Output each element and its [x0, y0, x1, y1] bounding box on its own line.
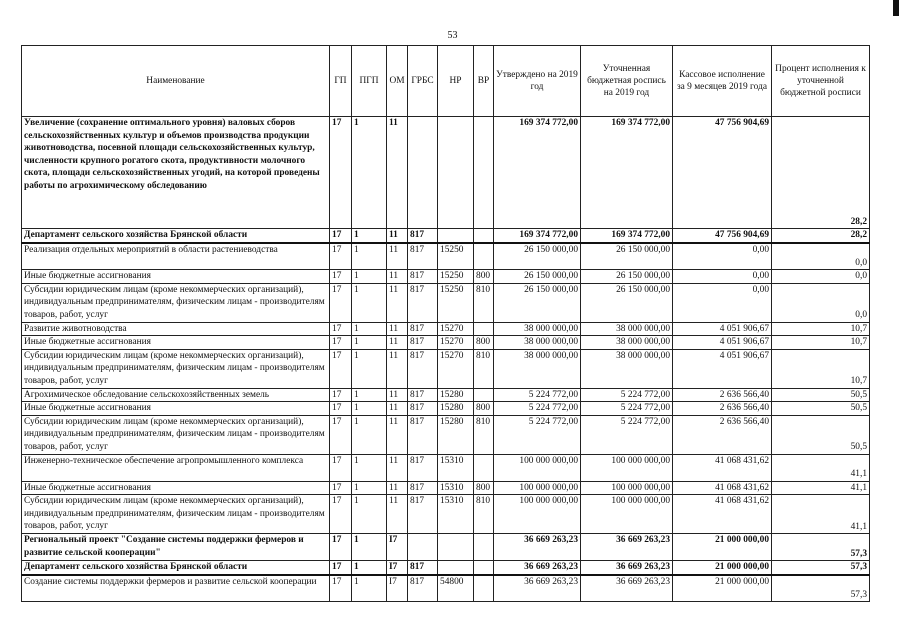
cell-percent: 10,7: [772, 349, 870, 388]
cell-cash: 41 068 431,62: [673, 495, 772, 534]
cell-percent: 0,0: [772, 283, 870, 322]
cell-refined: 100 000 000,00: [581, 454, 673, 481]
cell-pgp: 1: [352, 402, 387, 416]
cell-vr: [474, 243, 494, 270]
cell-pgp: 1: [352, 575, 387, 602]
cell-pgp: 1: [352, 117, 387, 229]
cell-grbs: 817: [408, 415, 438, 454]
cell-vr: [474, 229, 494, 243]
cell-approved: 36 669 263,23: [494, 575, 581, 602]
cell-percent: 28,2: [772, 117, 870, 229]
cell-gp: 17: [330, 534, 352, 561]
cell-nr: [438, 229, 474, 243]
cell-pgp: 1: [352, 349, 387, 388]
col-header-percent: Процент исполнения к уточненной бюджетной росписи: [772, 46, 870, 117]
table-row: [22, 534, 870, 561]
cell-cash: 41 068 431,62: [673, 454, 772, 481]
cell-nr: 15250: [438, 243, 474, 270]
col-header-pgp: ПГП: [352, 46, 387, 117]
cell-om: 11: [387, 117, 408, 229]
cell-approved: 169 374 772,00: [494, 117, 581, 229]
cell-approved: 36 669 263,23: [494, 561, 581, 575]
cell-percent: 0,0: [772, 243, 870, 270]
cell-refined: 169 374 772,00: [581, 229, 673, 243]
cell-om: 11: [387, 415, 408, 454]
cell-approved: 26 150 000,00: [494, 243, 581, 270]
cell-gp: 17: [330, 495, 352, 534]
cell-gp: 17: [330, 336, 352, 350]
cell-approved: 38 000 000,00: [494, 349, 581, 388]
cell-om: I7: [387, 575, 408, 602]
table-row: [22, 415, 870, 454]
cell-om: 11: [387, 270, 408, 284]
cell-percent: 41,1: [772, 454, 870, 481]
cell-grbs: 817: [408, 349, 438, 388]
cell-gp: 17: [330, 243, 352, 270]
cell-name: Департамент сельского хозяйства Брянской области: [22, 561, 330, 575]
cell-percent: 57,3: [772, 575, 870, 602]
cell-om: 11: [387, 349, 408, 388]
cell-om: I7: [387, 534, 408, 561]
cell-percent: 41,1: [772, 495, 870, 534]
cell-approved: 100 000 000,00: [494, 495, 581, 534]
table-row: [22, 243, 870, 270]
cell-cash: 21 000 000,00: [673, 575, 772, 602]
cell-percent: 50,5: [772, 402, 870, 416]
cell-om: 11: [387, 402, 408, 416]
cell-om: 11: [387, 229, 408, 243]
cell-vr: 810: [474, 283, 494, 322]
cell-vr: 800: [474, 336, 494, 350]
cell-percent: 0,0: [772, 270, 870, 284]
col-header-om: ОМ: [387, 46, 408, 117]
table-row: [22, 481, 870, 495]
col-header-gp: ГП: [330, 46, 352, 117]
cell-nr: 15310: [438, 495, 474, 534]
cell-name: Иные бюджетные ассигнования: [22, 336, 330, 350]
cell-grbs: 817: [408, 575, 438, 602]
cell-om: I7: [387, 561, 408, 575]
cell-name: Развитие животноводства: [22, 322, 330, 336]
cell-gp: 17: [330, 270, 352, 284]
col-header-grbs: ГРБС: [408, 46, 438, 117]
cell-om: 11: [387, 388, 408, 402]
cell-pgp: 1: [352, 270, 387, 284]
table-header-row: [22, 46, 870, 117]
cell-percent: 50,5: [772, 415, 870, 454]
cell-cash: 41 068 431,62: [673, 481, 772, 495]
cell-name: Субсидии юридическим лицам (кроме некоммерческих организаций), индивидуальным предпринимателям, физическим лицам - производителям товаров, работ, услуг: [22, 349, 330, 388]
cell-name: Иные бюджетные ассигнования: [22, 270, 330, 284]
cell-cash: 0,00: [673, 243, 772, 270]
cell-grbs: 817: [408, 243, 438, 270]
cell-grbs: 817: [408, 270, 438, 284]
cell-approved: 100 000 000,00: [494, 481, 581, 495]
cell-refined: 26 150 000,00: [581, 243, 673, 270]
budget-table: [21, 45, 870, 602]
cell-nr: 15280: [438, 402, 474, 416]
cell-cash: 4 051 906,67: [673, 336, 772, 350]
cell-approved: 38 000 000,00: [494, 322, 581, 336]
cell-grbs: 817: [408, 283, 438, 322]
table-row: [22, 575, 870, 602]
cell-nr: 15310: [438, 454, 474, 481]
cell-refined: 100 000 000,00: [581, 495, 673, 534]
cell-grbs: 817: [408, 322, 438, 336]
cell-name: Увеличение (сохранение оптимального уровня) валовых сборов сельскохозяйственных культур и объемов производства продукции животноводства, посевной площади сельскохозяйственных культур, численности крупного рогатого скота, продуктивности молочного скота, площади сельскохозяйственных угодий, на которой проведены работы по агрохимическому обследованию: [22, 117, 330, 229]
cell-gp: 17: [330, 575, 352, 602]
cell-grbs: 817: [408, 229, 438, 243]
table-row: [22, 336, 870, 350]
cell-approved: 5 224 772,00: [494, 388, 581, 402]
cell-percent: 28,2: [772, 229, 870, 243]
cell-nr: [438, 534, 474, 561]
cell-percent: 41,1: [772, 481, 870, 495]
cell-refined: 26 150 000,00: [581, 270, 673, 284]
cell-gp: 17: [330, 481, 352, 495]
table-row: [22, 229, 870, 243]
cell-refined: 38 000 000,00: [581, 336, 673, 350]
cell-pgp: 1: [352, 388, 387, 402]
cell-om: 11: [387, 454, 408, 481]
cell-name: Создание системы поддержки фермеров и развитие сельской кооперации: [22, 575, 330, 602]
cell-cash: 47 756 904,69: [673, 229, 772, 243]
cell-nr: [438, 561, 474, 575]
table-row: [22, 454, 870, 481]
cell-om: 11: [387, 283, 408, 322]
cell-refined: 5 224 772,00: [581, 388, 673, 402]
cell-name: Субсидии юридическим лицам (кроме некоммерческих организаций), индивидуальным предпринимателям, физическим лицам - производителям товаров, работ, услуг: [22, 415, 330, 454]
cell-grbs: [408, 117, 438, 229]
table-row: [22, 349, 870, 388]
cell-approved: 169 374 772,00: [494, 229, 581, 243]
cell-pgp: 1: [352, 336, 387, 350]
cell-refined: 38 000 000,00: [581, 349, 673, 388]
cell-grbs: 817: [408, 388, 438, 402]
cell-gp: 17: [330, 283, 352, 322]
cell-name: Агрохимическое обследование сельскохозяйственных земель: [22, 388, 330, 402]
cell-approved: 26 150 000,00: [494, 283, 581, 322]
cell-refined: 38 000 000,00: [581, 322, 673, 336]
cell-gp: 17: [330, 117, 352, 229]
cell-gp: 17: [330, 229, 352, 243]
cell-nr: 15250: [438, 270, 474, 284]
col-header-vr: ВР: [474, 46, 494, 117]
cell-refined: 36 669 263,23: [581, 534, 673, 561]
cell-refined: 5 224 772,00: [581, 402, 673, 416]
cell-name: Департамент сельского хозяйства Брянской области: [22, 229, 330, 243]
cell-name: Региональный проект "Создание системы поддержки фермеров и развитие сельской кооперации": [22, 534, 330, 561]
cell-approved: 36 669 263,23: [494, 534, 581, 561]
cell-gp: 17: [330, 454, 352, 481]
cell-cash: 21 000 000,00: [673, 534, 772, 561]
cell-percent: 10,7: [772, 322, 870, 336]
cell-vr: [474, 322, 494, 336]
cell-pgp: 1: [352, 229, 387, 243]
cell-pgp: 1: [352, 561, 387, 575]
col-header-cash: Кассовое исполнение за 9 месяцев 2019 года: [673, 46, 772, 117]
cell-name: Субсидии юридическим лицам (кроме некоммерческих организаций), индивидуальным предпринимателям, физическим лицам - производителям товаров, работ, услуг: [22, 495, 330, 534]
cell-grbs: [408, 534, 438, 561]
col-header-refined: Уточненная бюджетная роспись на 2019 год: [581, 46, 673, 117]
cell-refined: 100 000 000,00: [581, 481, 673, 495]
cell-grbs: 817: [408, 561, 438, 575]
cell-om: 11: [387, 336, 408, 350]
cell-percent: 57,3: [772, 534, 870, 561]
cell-approved: 5 224 772,00: [494, 402, 581, 416]
cell-cash: 0,00: [673, 270, 772, 284]
cell-vr: [474, 117, 494, 229]
cell-grbs: 817: [408, 495, 438, 534]
cell-cash: 0,00: [673, 283, 772, 322]
cell-nr: 15270: [438, 349, 474, 388]
table-row: [22, 495, 870, 534]
cell-approved: 100 000 000,00: [494, 454, 581, 481]
cell-vr: [474, 454, 494, 481]
cell-cash: 4 051 906,67: [673, 322, 772, 336]
cell-approved: 26 150 000,00: [494, 270, 581, 284]
table-row: [22, 402, 870, 416]
cell-cash: 2 636 566,40: [673, 388, 772, 402]
cell-pgp: 1: [352, 534, 387, 561]
cell-refined: 36 669 263,23: [581, 575, 673, 602]
cell-pgp: 1: [352, 481, 387, 495]
col-header-approved: Утверждено на 2019 год: [494, 46, 581, 117]
cell-nr: [438, 117, 474, 229]
cell-refined: 5 224 772,00: [581, 415, 673, 454]
table-row: [22, 270, 870, 284]
table-row: [22, 561, 870, 575]
cell-cash: 4 051 906,67: [673, 349, 772, 388]
cell-gp: 17: [330, 415, 352, 454]
cell-nr: 15280: [438, 388, 474, 402]
cell-om: 11: [387, 481, 408, 495]
cell-vr: [474, 561, 494, 575]
page-number: 53: [447, 30, 458, 41]
cell-refined: 169 374 772,00: [581, 117, 673, 229]
cell-pgp: 1: [352, 415, 387, 454]
cell-nr: 15270: [438, 322, 474, 336]
cell-gp: 17: [330, 322, 352, 336]
cell-om: 11: [387, 495, 408, 534]
cell-vr: 800: [474, 270, 494, 284]
cell-om: 11: [387, 322, 408, 336]
cell-vr: [474, 534, 494, 561]
cell-grbs: 817: [408, 481, 438, 495]
cell-vr: 810: [474, 495, 494, 534]
cell-name: Иные бюджетные ассигнования: [22, 481, 330, 495]
cell-nr: 15280: [438, 415, 474, 454]
cell-grbs: 817: [408, 402, 438, 416]
cell-pgp: 1: [352, 454, 387, 481]
cell-gp: 17: [330, 349, 352, 388]
cell-cash: 2 636 566,40: [673, 402, 772, 416]
cell-percent: 10,7: [772, 336, 870, 350]
cell-grbs: 817: [408, 336, 438, 350]
cell-nr: 54800: [438, 575, 474, 602]
cell-name: Иные бюджетные ассигнования: [22, 402, 330, 416]
cell-grbs: 817: [408, 454, 438, 481]
cell-approved: 38 000 000,00: [494, 336, 581, 350]
cell-gp: 17: [330, 388, 352, 402]
corner-scan-mark: [893, 0, 899, 16]
cell-refined: 36 669 263,23: [581, 561, 673, 575]
cell-name: Субсидии юридическим лицам (кроме некоммерческих организаций), индивидуальным предпринимателям, физическим лицам - производителям товаров, работ, услуг: [22, 283, 330, 322]
cell-name: Инженерно-техническое обеспечение агропромышленного комплекса: [22, 454, 330, 481]
col-header-nr: НР: [438, 46, 474, 117]
cell-pgp: 1: [352, 283, 387, 322]
cell-cash: 47 756 904,69: [673, 117, 772, 229]
cell-vr: 800: [474, 402, 494, 416]
cell-cash: 21 000 000,00: [673, 561, 772, 575]
cell-pgp: 1: [352, 495, 387, 534]
col-header-name: Наименование: [22, 46, 330, 117]
cell-pgp: 1: [352, 243, 387, 270]
cell-gp: 17: [330, 561, 352, 575]
cell-percent: 57,3: [772, 561, 870, 575]
cell-om: 11: [387, 243, 408, 270]
cell-vr: 800: [474, 481, 494, 495]
cell-vr: 810: [474, 415, 494, 454]
cell-refined: 26 150 000,00: [581, 283, 673, 322]
table-row: [22, 283, 870, 322]
table-row: [22, 117, 870, 229]
cell-vr: 810: [474, 349, 494, 388]
cell-name: Реализация отдельных мероприятий в области растениеводства: [22, 243, 330, 270]
cell-cash: 2 636 566,40: [673, 415, 772, 454]
cell-gp: 17: [330, 402, 352, 416]
table-row: [22, 322, 870, 336]
table-row: [22, 388, 870, 402]
cell-nr: 15270: [438, 336, 474, 350]
cell-percent: 50,5: [772, 388, 870, 402]
cell-nr: 15310: [438, 481, 474, 495]
cell-vr: [474, 388, 494, 402]
cell-pgp: 1: [352, 322, 387, 336]
cell-nr: 15250: [438, 283, 474, 322]
cell-approved: 5 224 772,00: [494, 415, 581, 454]
cell-vr: [474, 575, 494, 602]
